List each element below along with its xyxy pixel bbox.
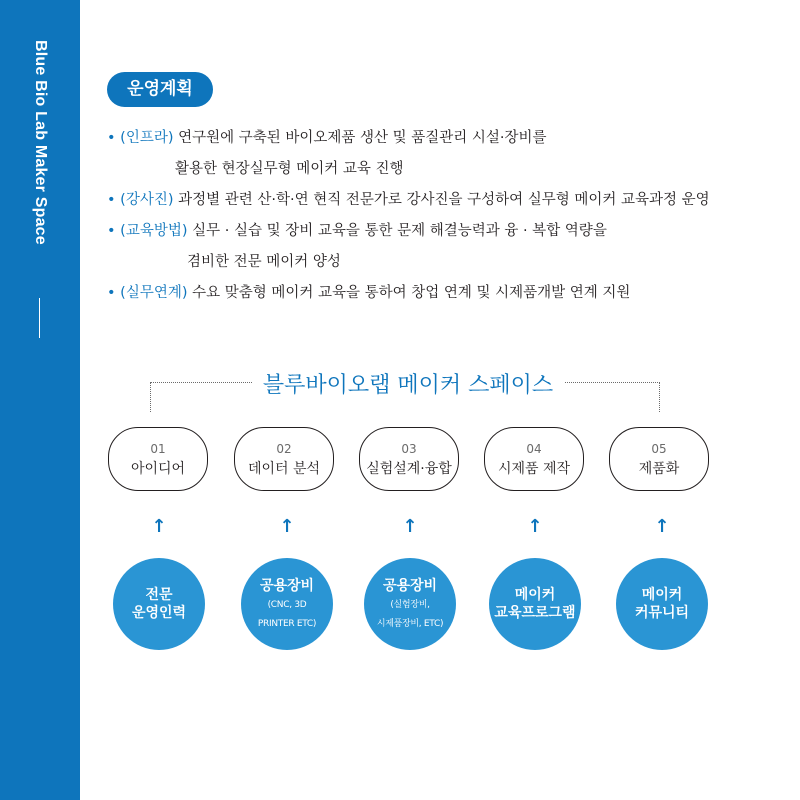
plan-text-cont: 활용한 현장실무형 메이커 교육 진행 [175,161,404,177]
support-community [616,558,708,650]
step-label: 제품화 [638,461,680,477]
step-number: 02 [276,442,292,456]
arrow-up-icon: ↑ [654,516,670,537]
step-number: 05 [651,442,667,456]
arrow-up-icon: ↑ [527,516,543,537]
plan-text: 실무 · 실습 및 장비 교육을 통한 문제 해결능력과 융 · 복합 역량을 [187,223,607,239]
plan-list [107,128,787,314]
step-productization [609,427,709,491]
support-detail: (CNC, 3D [267,600,307,610]
step-idea [108,427,208,491]
step-prototype [484,427,584,491]
side-title: Blue Bio Lab Maker Space [32,40,49,245]
bullet-icon: • [107,192,116,208]
plan-item-infra [107,128,787,159]
support-shared-equipment-lab [364,558,456,650]
support-title: 전문 [145,587,173,603]
support-title: 메이커 [514,587,556,603]
step-number: 01 [150,442,166,456]
plan-item-practice [107,283,787,314]
plan-item-method-cont [107,252,787,283]
side-divider [39,298,40,338]
support-detail: PRINTER ETC) [257,619,317,629]
step-data-analysis [234,427,334,491]
step-experiment-design [359,427,459,491]
plan-tag: (교육방법) [120,223,188,239]
support-title: 공용장비 [259,578,315,594]
step-number: 03 [401,442,417,456]
support-title: 공용장비 [382,578,438,594]
arrow-up-icon: ↑ [279,516,295,537]
plan-text: 수요 맞춤형 메이커 교육을 통하여 창업 연계 및 시제품개발 연계 지원 [187,285,631,301]
plan-tag: (강사진) [120,192,174,208]
bullet-icon: • [107,130,116,146]
side-bar [0,0,80,800]
arrow-up-icon: ↑ [402,516,418,537]
support-title: 교육프로그램 [494,605,576,621]
plan-text: 과정별 관련 산·학·연 현직 전문가로 강사진을 구성하여 실무형 메이커 교육과정 운영 [173,192,710,208]
plan-item-instructors [107,190,787,221]
step-label: 데이터 분석 [247,461,321,477]
plan-text-cont: 겸비한 전문 메이커 양성 [187,254,341,270]
support-title: 메이커 [641,587,683,603]
step-label: 실험설계·융합 [366,461,452,477]
bullet-icon: • [107,285,116,301]
plan-tag: (실무연계) [120,285,188,301]
support-shared-equipment-cnc [241,558,333,650]
plan-tag: (인프라) [120,130,174,146]
plan-text: 연구원에 구축된 바이오제품 생산 및 품질관리 시설·장비를 [173,130,547,146]
support-title: 커뮤니티 [634,605,690,621]
plan-item-infra-cont [107,159,787,190]
plan-item-method [107,221,787,252]
bullet-icon: • [107,223,116,239]
step-number: 04 [526,442,542,456]
space-title: 블루바이오랩 메이커 스페이스 [252,368,564,404]
step-label: 시제품 제작 [497,461,571,477]
support-staff [113,558,205,650]
support-education-program [489,558,581,650]
support-detail: (실험장비, [390,600,430,610]
support-title: 운영인력 [131,605,187,621]
support-detail: 시제품장비, ETC) [376,619,444,629]
step-label: 아이디어 [130,461,186,477]
plan-heading: 운영계획 [107,72,213,107]
arrow-up-icon: ↑ [151,516,167,537]
